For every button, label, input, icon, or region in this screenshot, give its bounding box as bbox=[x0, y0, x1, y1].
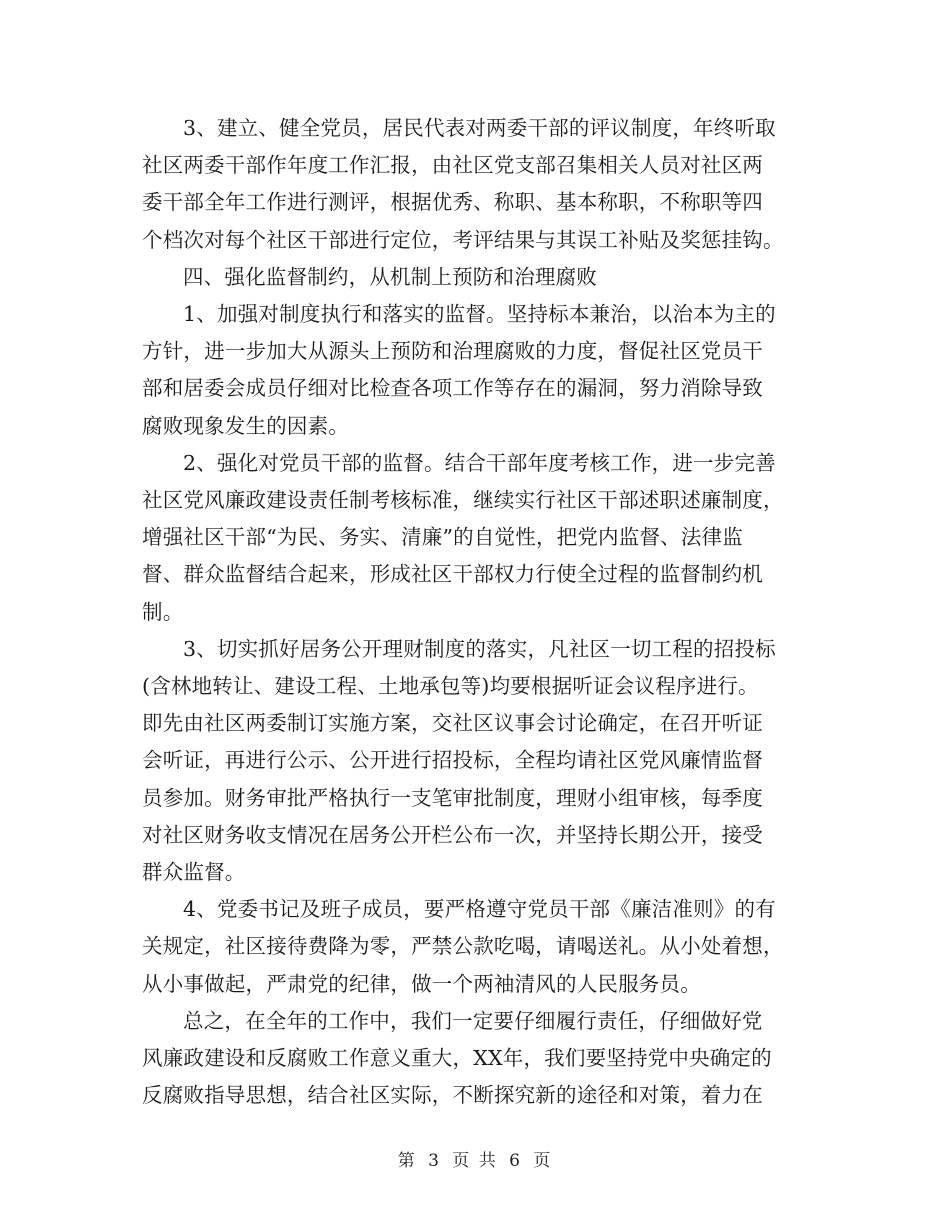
text-line: 4、党委书记及班子成员，要严格遵守党员干部《廉洁准则》的有 bbox=[183, 897, 776, 922]
text-line: 委干部全年工作进行测评，根据优秀、称职、基本称职，不称职等四 bbox=[142, 190, 763, 215]
footer-suffix: 页 bbox=[533, 1151, 553, 1171]
section-heading bbox=[142, 259, 808, 296]
paragraph-system-supervision bbox=[142, 296, 808, 445]
footer-prefix: 第 bbox=[397, 1151, 417, 1171]
text-line: 反腐败指导思想，结合社区实际，不断探究新的途径和对策，着力在 bbox=[142, 1083, 763, 1108]
text-line: 对社区财务收支情况在居务公开栏公布一次，并坚持长期公开，接受 bbox=[142, 822, 763, 847]
text-line: 社区党风廉政建设责任制考核标准，继续实行社区干部述职述廉制度， bbox=[142, 488, 784, 513]
text-line: 从小事做起，严肃党的纪律，做一个两袖清风的人民服务员。 bbox=[142, 971, 701, 996]
footer-middle: 页 共 bbox=[452, 1151, 498, 1171]
paragraph-conclusion bbox=[142, 1003, 808, 1115]
paragraph-cadre-supervision bbox=[142, 445, 808, 631]
text-line: 个档次对每个社区干部进行定位，考评结果与其误工补贴及奖惩挂钩。 bbox=[142, 227, 784, 252]
text-line: 部和居委会成员仔细对比检查各项工作等存在的漏洞，努力消除导致 bbox=[142, 376, 763, 401]
text-line: 风廉政建设和反腐败工作意义重大，XX年，我们要坚持党中央确定的 bbox=[142, 1046, 772, 1071]
text-line: 会听证，再进行公示、公开进行招投标，全程均请社区党风廉情监督 bbox=[142, 748, 763, 773]
text-line: 即先由社区两委制订实施方案，交社区议事会讨论确定，在召开听证 bbox=[142, 711, 763, 736]
page-footer bbox=[0, 1146, 950, 1171]
text-line: 腐败现象发生的因素。 bbox=[142, 413, 349, 438]
text-line: 四、强化监督制约，从机制上预防和治理腐败 bbox=[183, 264, 597, 289]
text-line: 制。 bbox=[142, 599, 184, 624]
text-line: 增强社区干部“为民、务实、清廉”的自觉性，把党内监督、法律监 bbox=[142, 525, 743, 550]
paragraph-evaluation-system bbox=[142, 110, 808, 259]
text-line: 社区两委干部作年度工作汇报，由社区党支部召集相关人员对社区两 bbox=[142, 153, 763, 178]
text-line: 3、切实抓好居务公开理财制度的落实，凡社区一切工程的招投标 bbox=[183, 636, 776, 661]
text-line: (含林地转让、建设工程、土地承包等)均要根据听证会议程序进行。 bbox=[142, 674, 759, 699]
text-line: 1、加强对制度执行和落实的监督。坚持标本兼治，以治本为主的 bbox=[183, 302, 776, 327]
text-line: 督、群众监督结合起来，形成社区干部权力行使全过程的监督制约机 bbox=[142, 562, 763, 587]
text-line: 方针，进一步加大从源头上预防和治理腐败的力度，督促社区党员干 bbox=[142, 339, 763, 364]
total-page-count: 6 bbox=[509, 1151, 522, 1171]
paragraph-affairs-disclosure bbox=[142, 631, 808, 891]
text-line: 3、建立、健全党员，居民代表对两委干部的评议制度，年终听取 bbox=[183, 116, 776, 140]
text-line: 总之，在全年的工作中，我们一定要仔细履行责任，仔细做好党 bbox=[183, 1008, 763, 1033]
paragraph-party-secretary bbox=[142, 891, 808, 1003]
document-body bbox=[142, 110, 808, 1114]
current-page-number: 3 bbox=[428, 1151, 441, 1171]
text-line: 群众监督。 bbox=[142, 860, 246, 885]
text-line: 员参加。财务审批严格执行一支笔审批制度，理财小组审核，每季度 bbox=[142, 785, 763, 810]
text-line: 2、强化对党员干部的监督。结合干部年度考核工作，进一步完善 bbox=[183, 450, 776, 475]
text-line: 关规定，社区接待费降为零，严禁公款吃喝，请喝送礼。从小处着想， bbox=[142, 934, 784, 959]
